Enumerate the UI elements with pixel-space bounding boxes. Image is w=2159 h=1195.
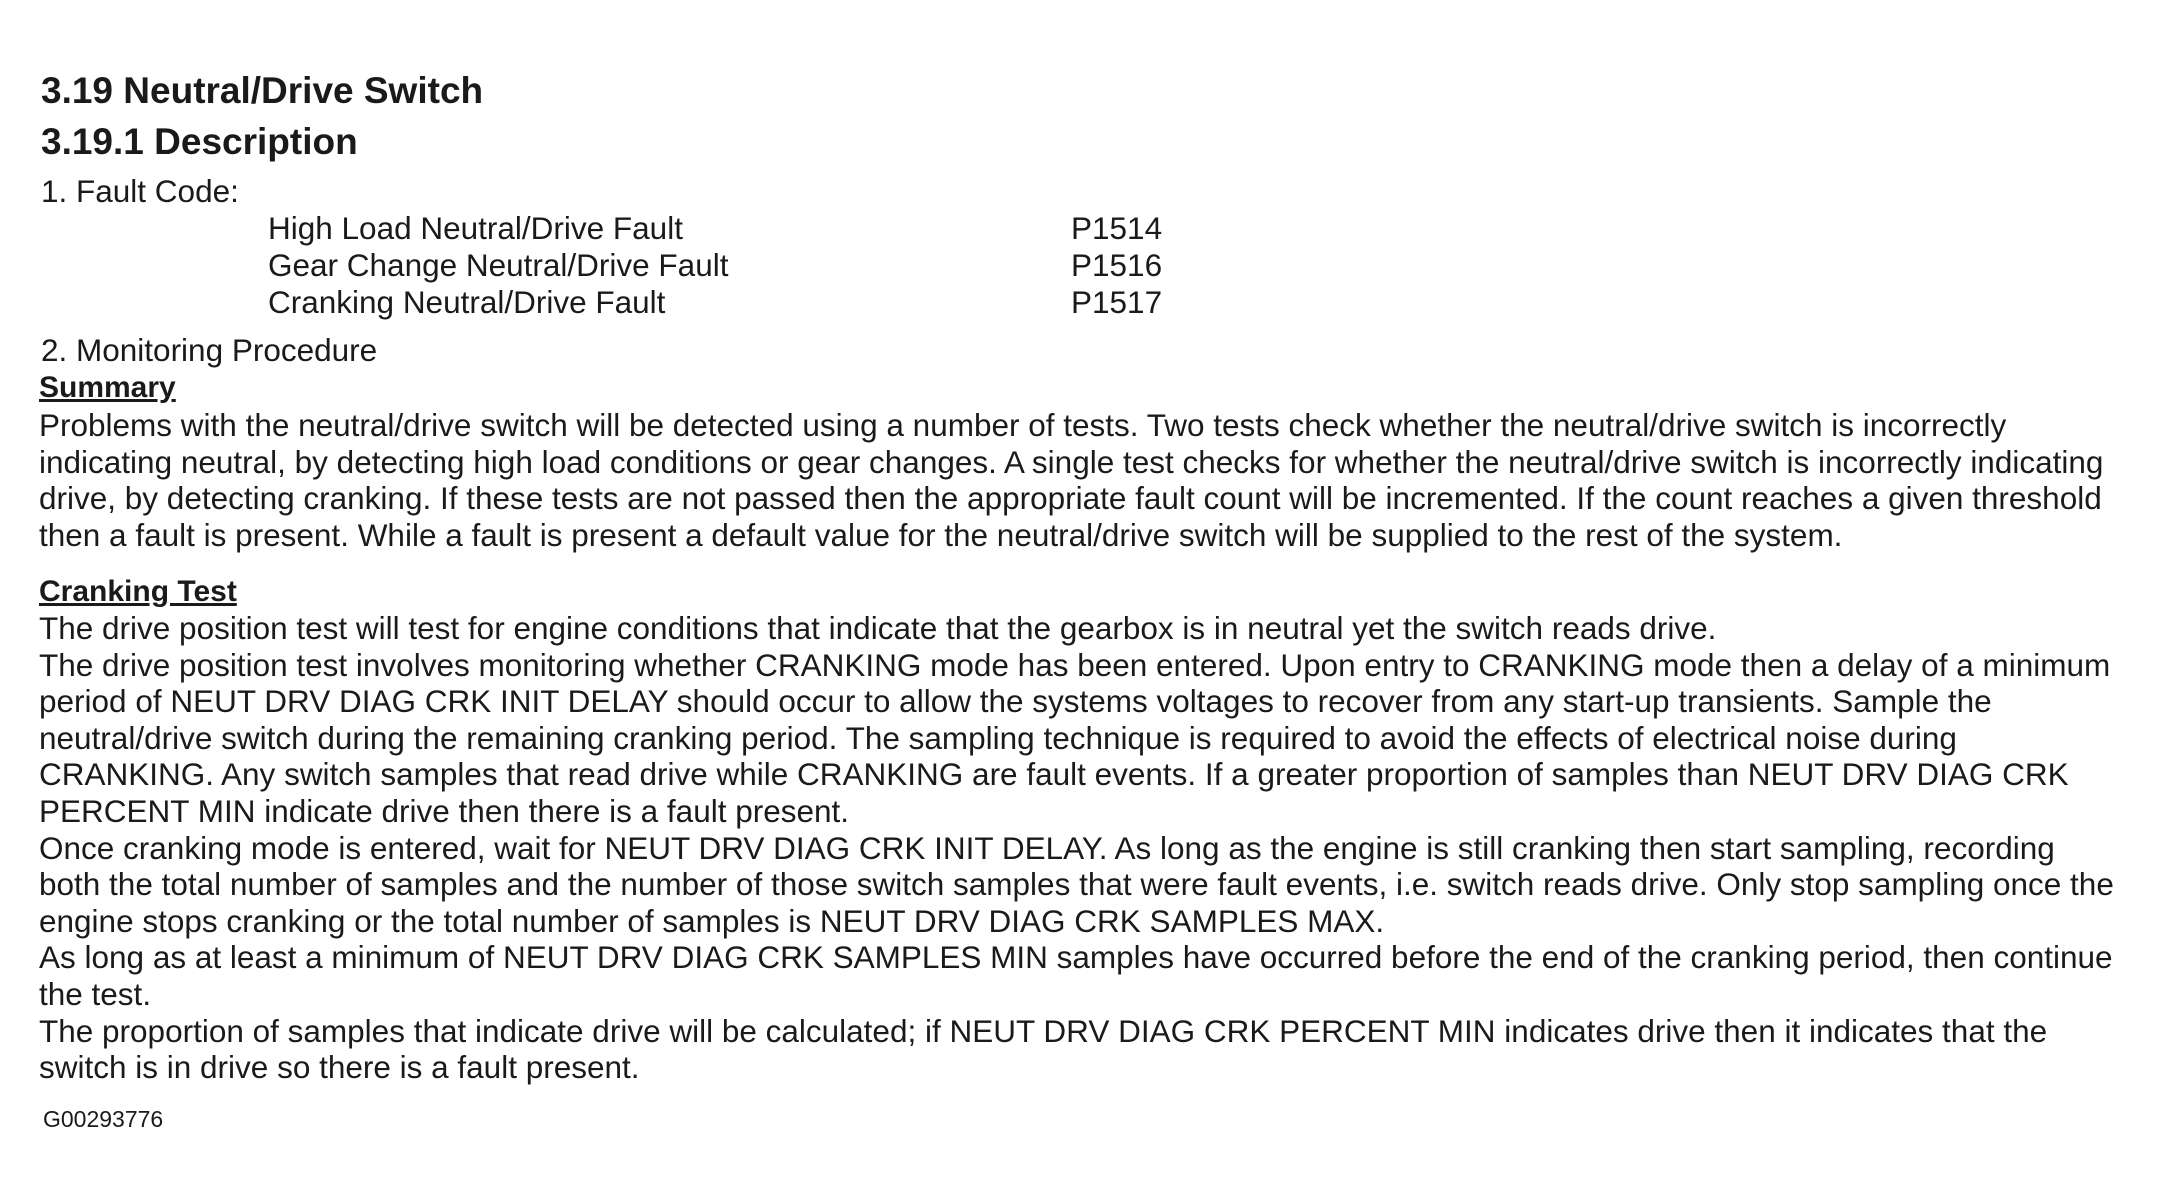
cranking-test-paragraph bbox=[39, 610, 2149, 1086]
section-subtitle: 3.19.1 Description bbox=[41, 121, 358, 162]
cranking-line: PERCENT MIN indicate drive then there is a fault present. bbox=[39, 792, 850, 829]
cranking-line: Once cranking mode is entered, wait for NEUT DRV DIAG CRK INIT DELAY. As long as the engine is still cranking then start sampling, recording bbox=[39, 829, 2055, 866]
cranking-line: As long as at least a minimum of NEUT DRV DIAG CRK SAMPLES MIN samples have occurred before the end of the cranking period, then continue bbox=[39, 939, 2113, 976]
summary-heading: Summary bbox=[39, 371, 176, 404]
fault-code: P1516 bbox=[1071, 247, 1163, 283]
cranking-line: neutral/drive switch during the remaining cranking period. The sampling technique is required to avoid the effects of electrical noise during bbox=[39, 719, 1957, 756]
cranking-line: The proportion of samples that indicate drive will be calculated; if NEUT DRV DIAG CRK PERCENT MIN indicates drive then it indicates that the bbox=[39, 1012, 2048, 1049]
section-title: 3.19 Neutral/Drive Switch bbox=[41, 70, 484, 111]
summary-line: Problems with the neutral/drive switch will be detected using a number of tests. Two tests check whether the neutral/drive switch is incorrectly bbox=[39, 407, 2007, 443]
cranking-line: The drive position test involves monitoring whether CRANKING mode has been entered. Upon entry to CRANKING mode then a delay of a minimum bbox=[39, 646, 2111, 683]
fault-name: Gear Change Neutral/Drive Fault bbox=[268, 247, 729, 283]
fault-code-label: 1. Fault Code: bbox=[41, 173, 239, 209]
cranking-line: both the total number of samples and the number of those switch samples that were fault events, i.e. switch reads drive. Only stop sampling once the bbox=[39, 866, 2114, 903]
cranking-line: The drive position test will test for engine conditions that indicate that the gearbox is in neutral yet the switch reads drive. bbox=[39, 610, 1717, 646]
cranking-line: CRANKING. Any switch samples that read drive while CRANKING are fault events. If a greater proportion of samples than NEUT DRV DIAG CRK bbox=[39, 756, 2069, 793]
fault-code: P1517 bbox=[1071, 284, 1163, 320]
fault-name: High Load Neutral/Drive Fault bbox=[268, 210, 683, 246]
cranking-line: switch is in drive so there is a fault present. bbox=[39, 1049, 640, 1086]
fault-code: P1514 bbox=[1071, 210, 1163, 246]
cranking-line: period of NEUT DRV DIAG CRK INIT DELAY should occur to allow the systems voltages to recover from any start-up transients. Sample the bbox=[39, 683, 1992, 720]
fault-name: Cranking Neutral/Drive Fault bbox=[268, 284, 666, 320]
summary-paragraph bbox=[39, 407, 2149, 553]
summary-line: then a fault is present. While a fault is present a default value for the neutral/drive switch will be supplied to the rest of the system. bbox=[39, 516, 1843, 553]
monitoring-procedure-label: 2. Monitoring Procedure bbox=[41, 332, 378, 368]
cranking-test-heading: Cranking Test bbox=[39, 575, 237, 608]
cranking-line: engine stops cranking or the total number of samples is NEUT DRV DIAG CRK SAMPLES MAX. bbox=[39, 902, 1385, 939]
summary-line: indicating neutral, by detecting high load conditions or gear changes. A single test checks for whether the neutral/drive switch is incorrectly indicating bbox=[39, 443, 2104, 480]
cranking-line: the test. bbox=[39, 975, 152, 1012]
figure-id: G00293776 bbox=[43, 1106, 164, 1132]
summary-line: drive, by detecting cranking. If these tests are not passed then the appropriate fault count will be incremented. If the count reaches a given threshold bbox=[39, 480, 2102, 517]
